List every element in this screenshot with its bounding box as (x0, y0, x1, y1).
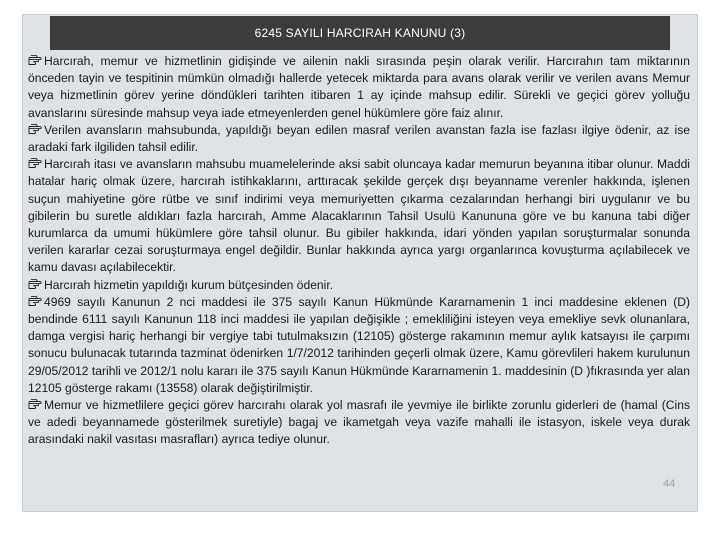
paragraph-budget (28, 277, 690, 294)
pointing-hand-icon (28, 279, 42, 290)
paragraph-text: 4969 sayılı Kanunun 2 nci maddesi ile 375 sayılı Kanun Hükmünde Kararnamenin 1 inci maddesine eklenen (D) bendinde 6111 sayılı Kanunun 118 inci maddesi ile yapılan değişikle ; emekliliğini isteyen veya emekliye sevk olunanlara, damga vergisi hariç herhangi bir vergiye tabi tutulmaksızın (12105) gösterge rakamının memur aylık katsayısı ile çarpımı sonucu bulunacak tutarında tazminat ödenirken 1/7/2012 tarihinden geçerli olmak üzere, Kamu görevlileri hakem kurulunun 29/05/2012 tarihli ve 2012/1 nolu kararı ile 375 sayılı Kanun Hükmünde Kararnamenin 1. maddesinin (D )fıkrasında yer alan 12105 gösterge rakamı (13558) olarak değiştirilmiştir. (28, 294, 690, 395)
slide-title-bar (50, 16, 670, 50)
pointing-hand-icon (28, 158, 42, 169)
paragraph-retirement (28, 294, 690, 397)
paragraph-text: Harcırah itası ve avansların mahsubu muamelelerinde aksi sabit oluncaya kadar memurun beyanına itibar olunur. Maddi hatalar hariç olmak üzere, harcırah istihkaklarını, arttıracak şekilde gerçek dışı beyanname verenler hakkında, işlenen suçun mahiyetine göre rütbe ve sınıf indirimi veya memuriyetten çıkarma cezalarından herhangi biri uygulanır ve bu gibilerin bu suretle aldıkları fazla harcırah, Amme Alacaklarının Tahsil Usulü Kanununa göre ve bu kanuna tabi diğer kurumlarca da umumi hükümlere göre tahsil olunur. Bu gibiler hakkında, idari yönden yapılan soruşturmalar sonunda verilen kararlar cezai soruşturmaya engel değildir. Bunlar hakkında ayrıca yargı organlarınca kovuşturma açılabilecek ve kamu davası açılabilecektir. (28, 157, 690, 275)
slide-content (28, 53, 690, 449)
paragraph-text: Verilen avansların mahsubunda, yapıldığı beyan edilen masraf verilen avanstan fazla ise fazlası ilgiye ödenir, az ise aradaki fark ilgiliden tahsil edilir. (28, 122, 690, 155)
paragraph-temporary-duty (28, 397, 690, 449)
paragraph-advance-payment (28, 53, 690, 122)
paragraph-declaration (28, 156, 690, 276)
paragraph-text: Harcırah hizmetin yapıldığı kurum bütçesinden ödenir. (44, 277, 334, 292)
pointing-hand-icon (28, 296, 42, 307)
pointing-hand-icon (28, 124, 42, 135)
slide-title: 6245 SAYILI HARCIRAH KANUNU (3) (254, 26, 466, 40)
paragraph-advance-settlement (28, 122, 690, 156)
page-number: 44 (663, 478, 676, 490)
paragraph-text: Harcırah, memur ve hizmetlinin gidişinde ve ailenin nakli sırasında peşin olarak verilir. Harcırahın tam miktarının önceden tayin ve tespitinin mümkün olmadığı hallerde yetecek miktarda para avans olarak verilir ve verilen avans Memur veya hizmetlinin görev yerine döndükleri tarihten itibaren 1 ay içinde mahsup edilir. Sürekli ve geçici görev yolluğu avanslarını süresinde mahsup veya iade etmeyenlerden genel hükümlere göre faiz alınır. (28, 54, 690, 120)
pointing-hand-icon (28, 55, 42, 66)
pointing-hand-icon (28, 399, 42, 410)
paragraph-text: Memur ve hizmetlilere geçici görev harcırahı olarak yol masrafı ile yevmiye ile birlikte zorunlu giderleri de (hamal (Cins ve adedi beyannamede gösterilmek suretiyle) bagaj ve ikametgah veya vazife mahalli ile istasyon, iskele veya durak arasındaki nakil vasıtası masrafları) ayrıca tediye olunur. (28, 398, 690, 447)
